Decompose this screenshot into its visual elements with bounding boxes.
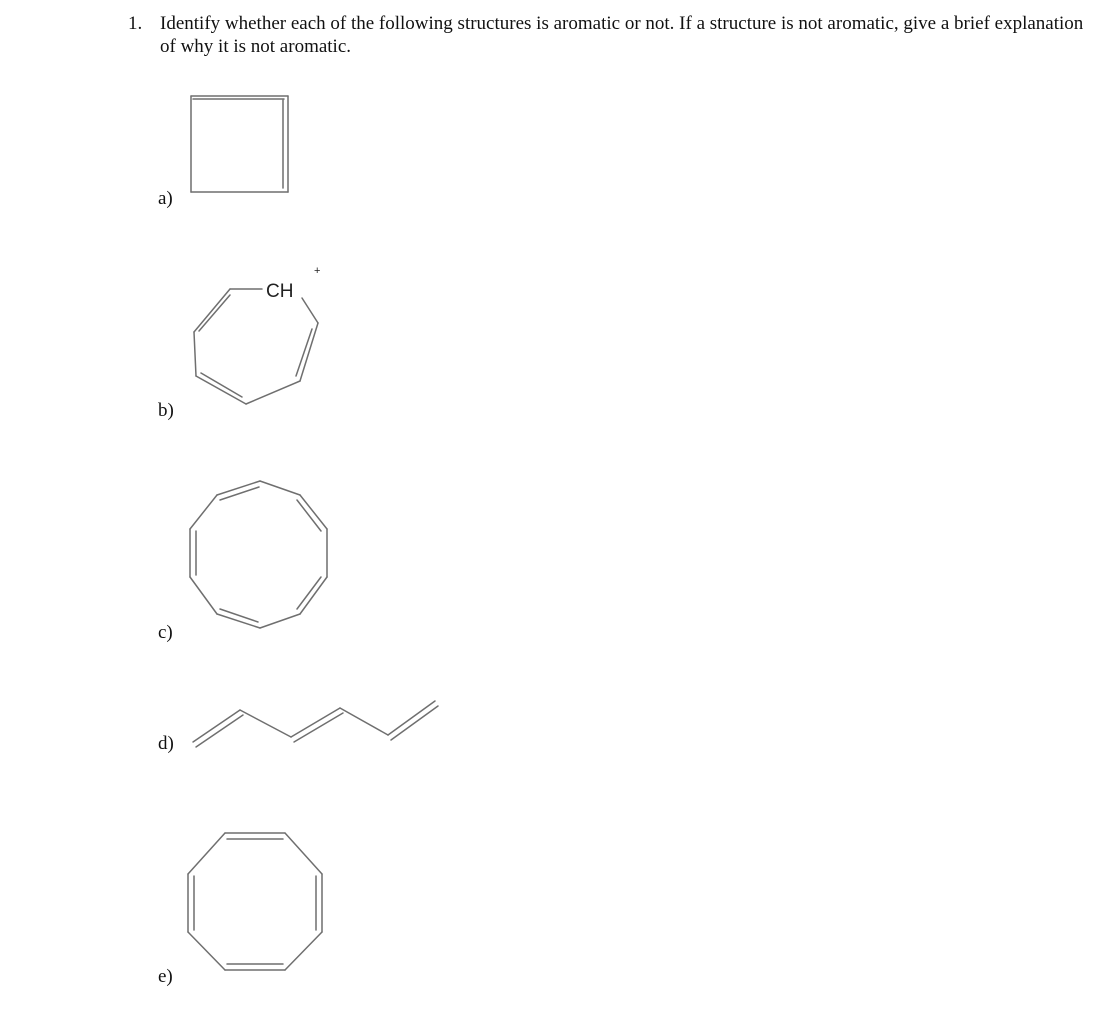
part-d-label: d) <box>158 733 174 754</box>
structure-e-cyclooctatetraene <box>188 833 322 970</box>
question-text: Identify whether each of the following structures is aromatic or not. If a structure is not aromatic, give a brief explanation of why it is not aromatic. <box>160 13 1084 57</box>
part-e-label: e) <box>158 966 173 987</box>
structure-b-cycloheptatrienyl-cation <box>194 265 320 404</box>
part-a-label: a) <box>158 188 173 209</box>
cation-charge-sign: + <box>314 265 321 277</box>
part-c-label: c) <box>158 622 173 643</box>
structure-c-cyclodecapentaene <box>190 481 327 628</box>
structure-d-hexatriene <box>193 701 438 747</box>
question-number: 1. <box>128 13 143 34</box>
part-b-label: b) <box>158 400 174 421</box>
substituent-ch-text: CH <box>266 281 294 302</box>
structure-a-cyclobutadiene <box>191 96 288 192</box>
